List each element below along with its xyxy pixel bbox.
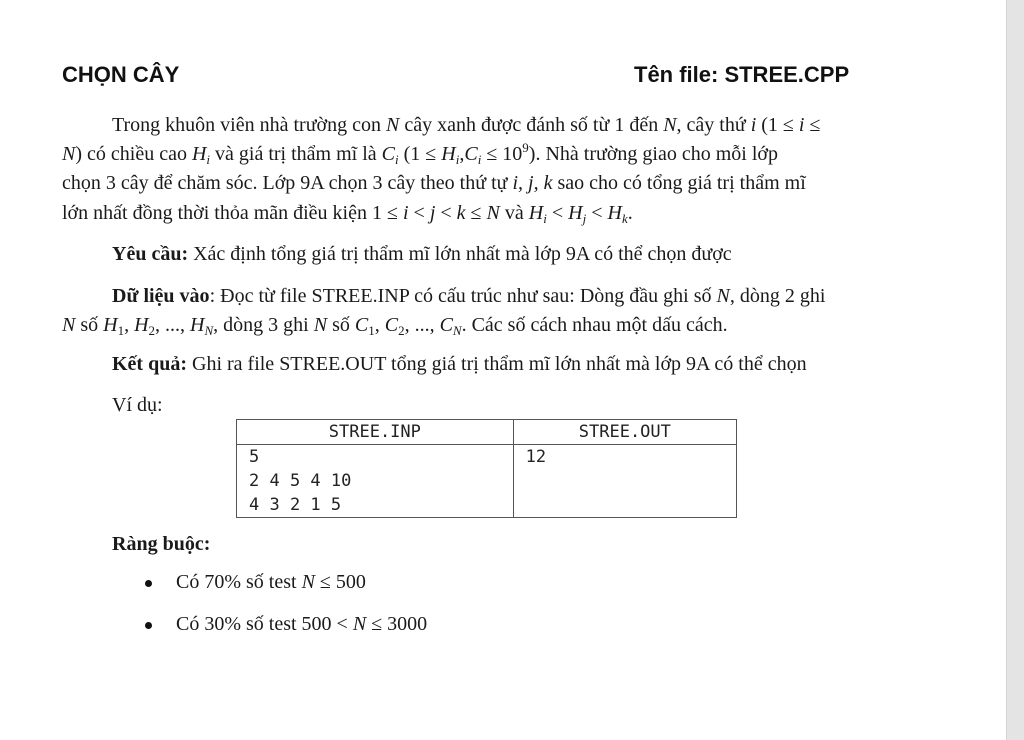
file-name: Tên file: STREE.CPP [634,62,850,87]
example-header-row [237,420,737,445]
example-header-input: STREE.INP [237,420,514,445]
example-data-row [237,445,737,518]
example-output-cell [513,445,736,518]
output-desc-label: Kết quả: [112,353,187,375]
input-desc-line-2: N số $H_1$, $H_2$, ..., $H_N$, dòng 3 ghi N số $C_1$, $C_2$, ..., $C_N$. Các số cách nhau một dấu cách. [62,314,728,338]
constraint-item-2: Có 30% số test 500 < N ≤ 3000 [176,613,428,635]
example-header-output: STREE.OUT [513,420,736,445]
requirement-label: Yêu cầu: [112,243,189,265]
constraint-item-1: Có 70% số test N ≤ 500 [176,571,366,593]
example-input-line: 5 [249,447,260,467]
page-edge [1006,0,1024,740]
requirement: Yêu cầu: Xác định tổng giá trị thẩm mĩ lớn nhất mà lớp 9A có thể chọn được [112,243,732,265]
intro-line-3: chọn 3 cây để chăm sóc. Lớp 9A chọn 3 cây theo thứ tự i, j, k sao cho có tổng giá trị thẩm mĩ [62,172,806,194]
intro-line-2: N) có chiều cao $H_i$ và giá trị thẩm mĩ là $C_i$ $(1 \le H_i,C_i \le 10^9)$. Nhà trường giao cho mỗi lớp [62,140,778,167]
intro-line-4: lớn nhất đồng thời thỏa mãn điều kiện 1 ≤ i < j < k ≤ N và $H_i < H_j < H_k$. [62,202,633,226]
output-desc: Kết quả: Ghi ra file STREE.OUT tổng giá trị thẩm mĩ lớn nhất mà lớp 9A có thể chọn [112,353,807,375]
input-desc-line-1: Dữ liệu vào: Đọc từ file STREE.INP có cấu trúc như sau: Dòng đầu ghi số N, dòng 2 ghi [112,285,826,307]
example-table [236,419,737,518]
example-output-line: 12 [525,447,547,467]
example-input-line: 2 4 5 4 10 [249,471,352,491]
problem-title: CHỌN CÂY [62,62,180,87]
bullet-icon [145,622,152,629]
constraints-label: Ràng buộc: [112,533,211,555]
intro-line-1: Trong khuôn viên nhà trường con N cây xanh được đánh số từ 1 đến N, cây thứ i (1 ≤ i ≤ [112,114,821,136]
example-input-cell [237,445,514,518]
input-desc-label: Dữ liệu vào [112,285,210,307]
example-input-line: 4 3 2 1 5 [249,495,342,515]
example-label: Ví dụ: [112,394,163,416]
bullet-icon [145,580,152,587]
